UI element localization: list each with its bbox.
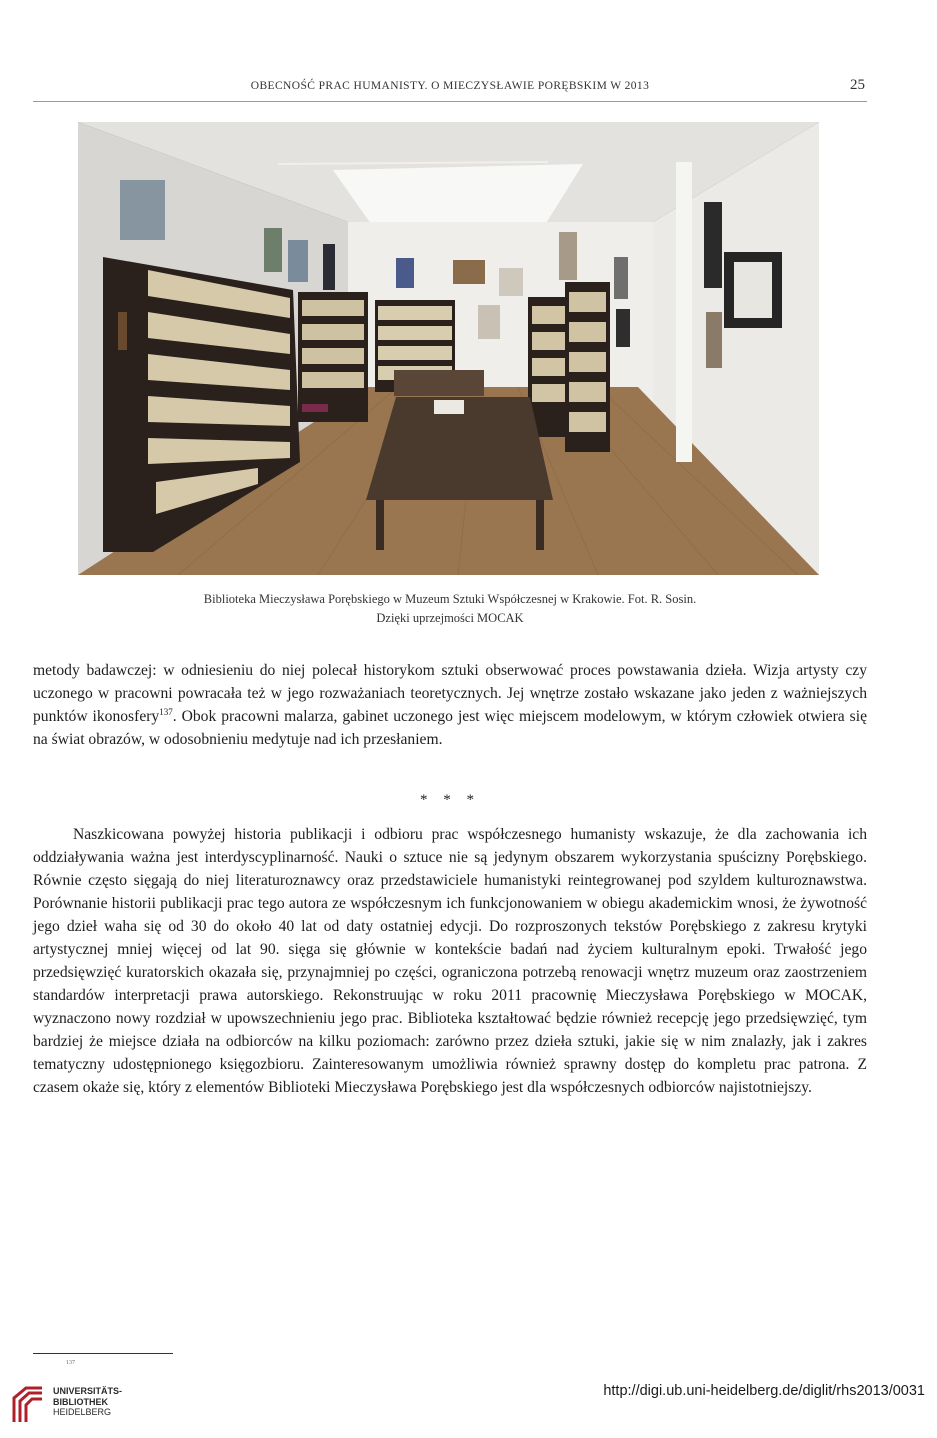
- desk: [394, 370, 484, 396]
- display-case: [434, 400, 464, 414]
- portrait-1: [396, 258, 414, 288]
- artwork-right-4: [704, 202, 722, 288]
- page-number: 25: [850, 77, 865, 93]
- library-logo-text: [53, 1386, 122, 1418]
- artwork-left-2: [264, 228, 282, 272]
- logo-line-1: UNIVERSITÄTS-: [53, 1386, 123, 1396]
- table-leg-left: [376, 500, 384, 550]
- artwork-right-5: [706, 312, 722, 368]
- vase: [118, 312, 127, 350]
- footnote-ref-137[interactable]: 137: [159, 706, 173, 717]
- body-paragraph-2: Naszkicowana powyżej historia publikacji i odbioru prac współczesnego humanisty wskazuje, że dla zachowania ich oddziaływania ważna jest interdyscyplinarność. Nauki o sztuce nie są jedynym obszarem wykorzystania spuścizny Porębskiego. Równie często sięgają do niej literaturoznawcy oraz przedstawiciele humanistyki reintegrowanej pod szyldem kulturoznawstwa. Porównanie historii publikacji prac tego autora ze współczesnym ich funkcjonowaniem w obiegu akademickim wnosi, że żywotność jego dzieł waha się od 30 do około 40 lat od daty ostatniej edycji. Do rozproszonych tekstów Porębskiego z zakresu krytyki artystycznej mniej więcej od lat 90. sięga się głównie w kontekście badań nad życiem kulturalnym epoki. Trwałość jego przedsięwzięć kuratorskich okazała się, przynajmniej po części, ograniczona potrzebą renowacji wnętrz muzeum oraz zaostrzeniem standardów interpretacji prawa autorskiego. Rekonstruując w roku 2011 pracownię Mieczysława Porębskiego w MOCAK, wyznaczono nowy rozdział w upowszechnieniu jego prac. Biblioteka kształtować będzie również recepcję jego przedsięwzięć, tym bardziej że miejsce działa na odbiorców na kilku poziomach: zarówno przez dzieła sztuki, jakie się w nim znalazły, jak i zakres tematyczny udostępnionego księgozbioru. Zainteresowanym umożliwia również sprawny dostęp do kompletu prac patrona. Z czasem okaże się, który z elementów Biblioteki Mieczysława Porębskiego jest dla współczesnych odbiorców najistotniejszy.: [33, 826, 867, 1096]
- library-photo-illustration: [78, 122, 819, 575]
- artwork-left-1: [120, 180, 165, 240]
- artwork-right-2: [614, 257, 628, 299]
- running-header: OBECNOŚĆ PRAC HUMANISTY. O MIECZYSŁAWIE PORĘBSKIM W 2013: [250, 80, 650, 92]
- portrait-4: [478, 305, 500, 339]
- photo-caption: [0, 590, 900, 628]
- table-leg-right: [536, 500, 544, 550]
- caption-line-1: Biblioteka Mieczysława Porębskiego w Muzeum Sztuki Współczesnej w Krakowie. Fot. R. Sosin.: [203, 592, 697, 606]
- logo-line-2: BIBLIOTHEK: [53, 1396, 108, 1407]
- body-paragraph-1: [33, 659, 867, 751]
- library-logo-icon: [8, 1384, 48, 1424]
- right-wall-pillar: [676, 162, 692, 462]
- library-photo: [78, 122, 819, 575]
- portrait-2: [453, 260, 485, 284]
- footnote-number-fragment: 137: [66, 1360, 75, 1366]
- logo-line-3: HEIDELBERG: [53, 1407, 112, 1417]
- caption-line-2: Dzięki uprzejmości MOCAK: [376, 611, 524, 625]
- source-url-link[interactable]: http://digi.ub.uni-heidelberg.de/diglit/rhs2013/0031: [603, 1383, 925, 1399]
- portrait-3: [499, 268, 523, 296]
- artwork-right-3: [616, 309, 630, 347]
- paragraph-1-text-start: metody badawczej: w odniesieniu do niej polecał historykom sztuki obserwować proces powstawania dzieła. Wizja artysty czy uczonego w pracowni powracała też w jego rozważaniach teoretycznych. Jej wnętrze zostało wskazane jako jeden z ważniejszych punktów ikonosfery: [33, 662, 867, 725]
- section-asterism: * * *: [420, 792, 480, 808]
- artwork-right-1: [559, 232, 577, 280]
- footnote-rule: [33, 1353, 173, 1354]
- header-rule: [33, 101, 867, 102]
- artwork-left-4: [323, 244, 335, 290]
- stool: [302, 404, 328, 412]
- framed-drawing-paper: [734, 262, 772, 318]
- artwork-left-3: [288, 240, 308, 282]
- paragraph-1-text-end: . Obok pracowni malarza, gabinet uczonego jest więc miejscem modelowym, w którym człowiek otwiera się na świat obrazów, w odosobnieniu medytuje nad ich przesłaniem.: [33, 708, 867, 748]
